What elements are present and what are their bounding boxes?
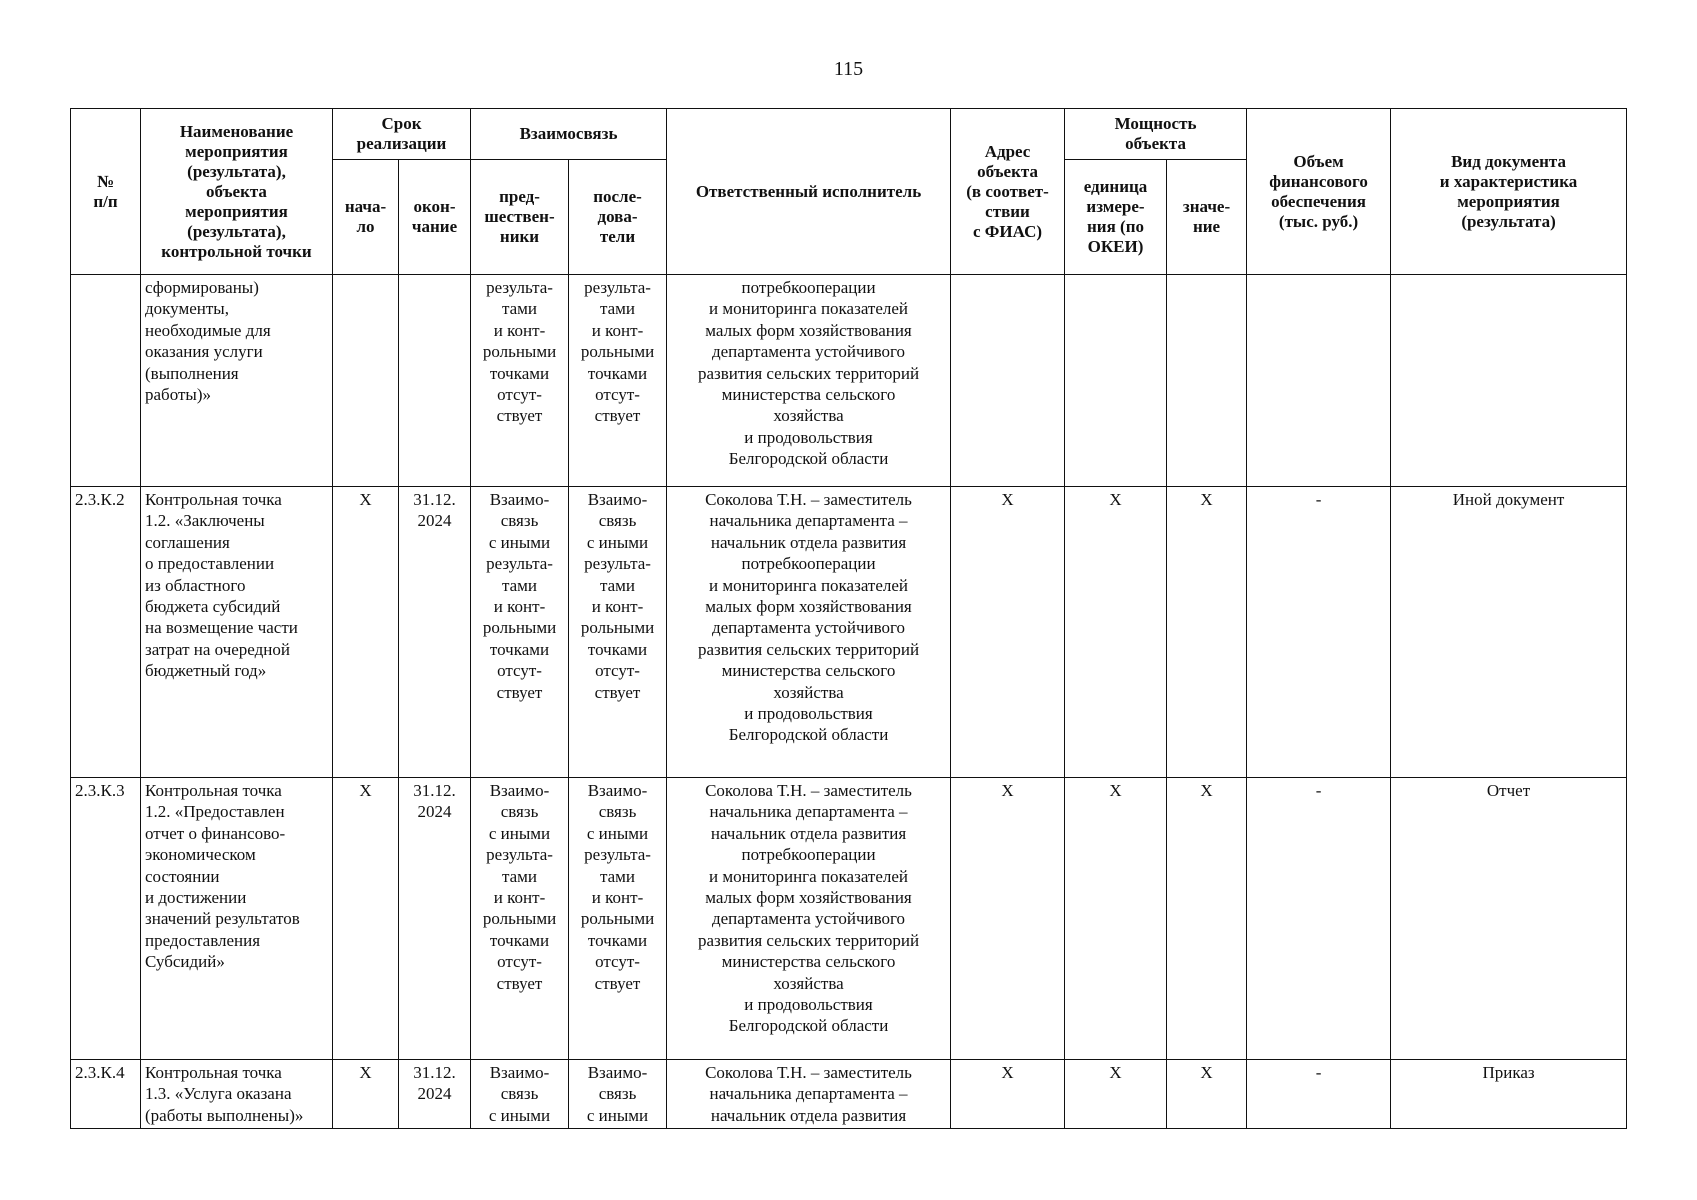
activities-table <box>70 108 1627 1129</box>
header-capacity: Мощность объекта <box>1065 109 1247 160</box>
cell-finance: - <box>1247 487 1391 778</box>
cell-executor: Соколова Т.Н. – заместитель начальника департамента – начальник отдела развития <box>667 1060 951 1129</box>
cell-name: Контрольная точка 1.3. «Услуга оказана (работы выполнены)» <box>141 1060 333 1129</box>
header-link-post: после- дова- тели <box>569 160 667 275</box>
header-cap-value: значе- ние <box>1167 160 1247 275</box>
cell-value: Х <box>1167 1060 1247 1129</box>
header-link: Взаимосвязь <box>471 109 667 160</box>
cell-num: 2.3.К.2 <box>71 487 141 778</box>
cell-finance: - <box>1247 778 1391 1060</box>
cell-start: Х <box>333 1060 399 1129</box>
cell-post: результа- тами и конт- рольными точками отсут- ствует <box>569 275 667 487</box>
cell-num: 2.3.К.3 <box>71 778 141 1060</box>
header-executor: Ответственный исполнитель <box>667 109 951 275</box>
cell-executor: Соколова Т.Н. – заместитель начальника департамента – начальник отдела развития потребкооперации и мониторинга показателей малых форм хозяйствования департамента устойчивого развития сельских территорий министерства сельского хозяйства и продовольствия Белгородской области <box>667 778 951 1060</box>
cell-executor: Соколова Т.Н. – заместитель начальника департамента – начальник отдела развития потребкооперации и мониторинга показателей малых форм хозяйствования департамента устойчивого развития сельских территорий министерства сельского хозяйства и продовольствия Белгородской области <box>667 487 951 778</box>
cell-start: Х <box>333 487 399 778</box>
cell-finance <box>1247 275 1391 487</box>
cell-address: Х <box>951 1060 1065 1129</box>
header-term-start: нача- ло <box>333 160 399 275</box>
cell-doc <box>1391 275 1627 487</box>
header-cap-unit: единица измере- ния (по ОКЕИ) <box>1065 160 1167 275</box>
cell-name: сформированы) документы, необходимые для оказания услуги (выполнения работы)» <box>141 275 333 487</box>
table-row <box>71 275 1627 487</box>
cell-address <box>951 275 1065 487</box>
cell-end: 31.12. 2024 <box>399 487 471 778</box>
cell-start: Х <box>333 778 399 1060</box>
cell-doc: Отчет <box>1391 778 1627 1060</box>
header-link-pred: пред- шествен- ники <box>471 160 569 275</box>
cell-value: Х <box>1167 487 1247 778</box>
cell-post: Взаимо- связь с иными результа- тами и конт- рольными точками отсут- ствует <box>569 487 667 778</box>
cell-doc: Приказ <box>1391 1060 1627 1129</box>
cell-address: Х <box>951 487 1065 778</box>
header-num: № п/п <box>71 109 141 275</box>
cell-value <box>1167 275 1247 487</box>
header-doc: Вид документа и характеристика мероприятия (результата) <box>1391 109 1627 275</box>
cell-doc: Иной документ <box>1391 487 1627 778</box>
cell-value: Х <box>1167 778 1247 1060</box>
cell-end: 31.12. 2024 <box>399 1060 471 1129</box>
cell-unit <box>1065 275 1167 487</box>
header-term-end: окон- чание <box>399 160 471 275</box>
cell-end: 31.12. 2024 <box>399 778 471 1060</box>
header-address: Адрес объекта (в соответ- ствии с ФИАС) <box>951 109 1065 275</box>
cell-name: Контрольная точка 1.2. «Предоставлен отчет о финансово- экономическом состоянии и достижении значений результатов предоставления Субсидий» <box>141 778 333 1060</box>
cell-name: Контрольная точка 1.2. «Заключены соглашения о предоставлении из областного бюджета субсидий на возмещение части затрат на очередной бюджетный год» <box>141 487 333 778</box>
header-name: Наименование мероприятия (результата), объекта мероприятия (результата), контрольной точки <box>141 109 333 275</box>
table-row <box>71 487 1627 778</box>
cell-end <box>399 275 471 487</box>
cell-num: 2.3.К.4 <box>71 1060 141 1129</box>
cell-executor: потребкооперации и мониторинга показателей малых форм хозяйствования департамента устойчивого развития сельских территорий министерства сельского хозяйства и продовольствия Белгородской области <box>667 275 951 487</box>
cell-finance: - <box>1247 1060 1391 1129</box>
table-row <box>71 1060 1627 1129</box>
cell-pred: результа- тами и конт- рольными точками отсут- ствует <box>471 275 569 487</box>
table-row <box>71 778 1627 1060</box>
cell-start <box>333 275 399 487</box>
cell-unit: Х <box>1065 1060 1167 1129</box>
cell-post: Взаимо- связь с иными результа- тами и конт- рольными точками отсут- ствует <box>569 778 667 1060</box>
cell-pred: Взаимо- связь с иными результа- тами и конт- рольными точками отсут- ствует <box>471 487 569 778</box>
header-finance: Объем финансового обеспечения (тыс. руб.) <box>1247 109 1391 275</box>
cell-pred: Взаимо- связь с иными <box>471 1060 569 1129</box>
cell-unit: Х <box>1065 778 1167 1060</box>
cell-pred: Взаимо- связь с иными результа- тами и конт- рольными точками отсут- ствует <box>471 778 569 1060</box>
cell-num <box>71 275 141 487</box>
cell-unit: Х <box>1065 487 1167 778</box>
header-term: Срок реализации <box>333 109 471 160</box>
table-header <box>71 109 1627 275</box>
page-number: 115 <box>833 58 864 80</box>
cell-post: Взаимо- связь с иными <box>569 1060 667 1129</box>
cell-address: Х <box>951 778 1065 1060</box>
